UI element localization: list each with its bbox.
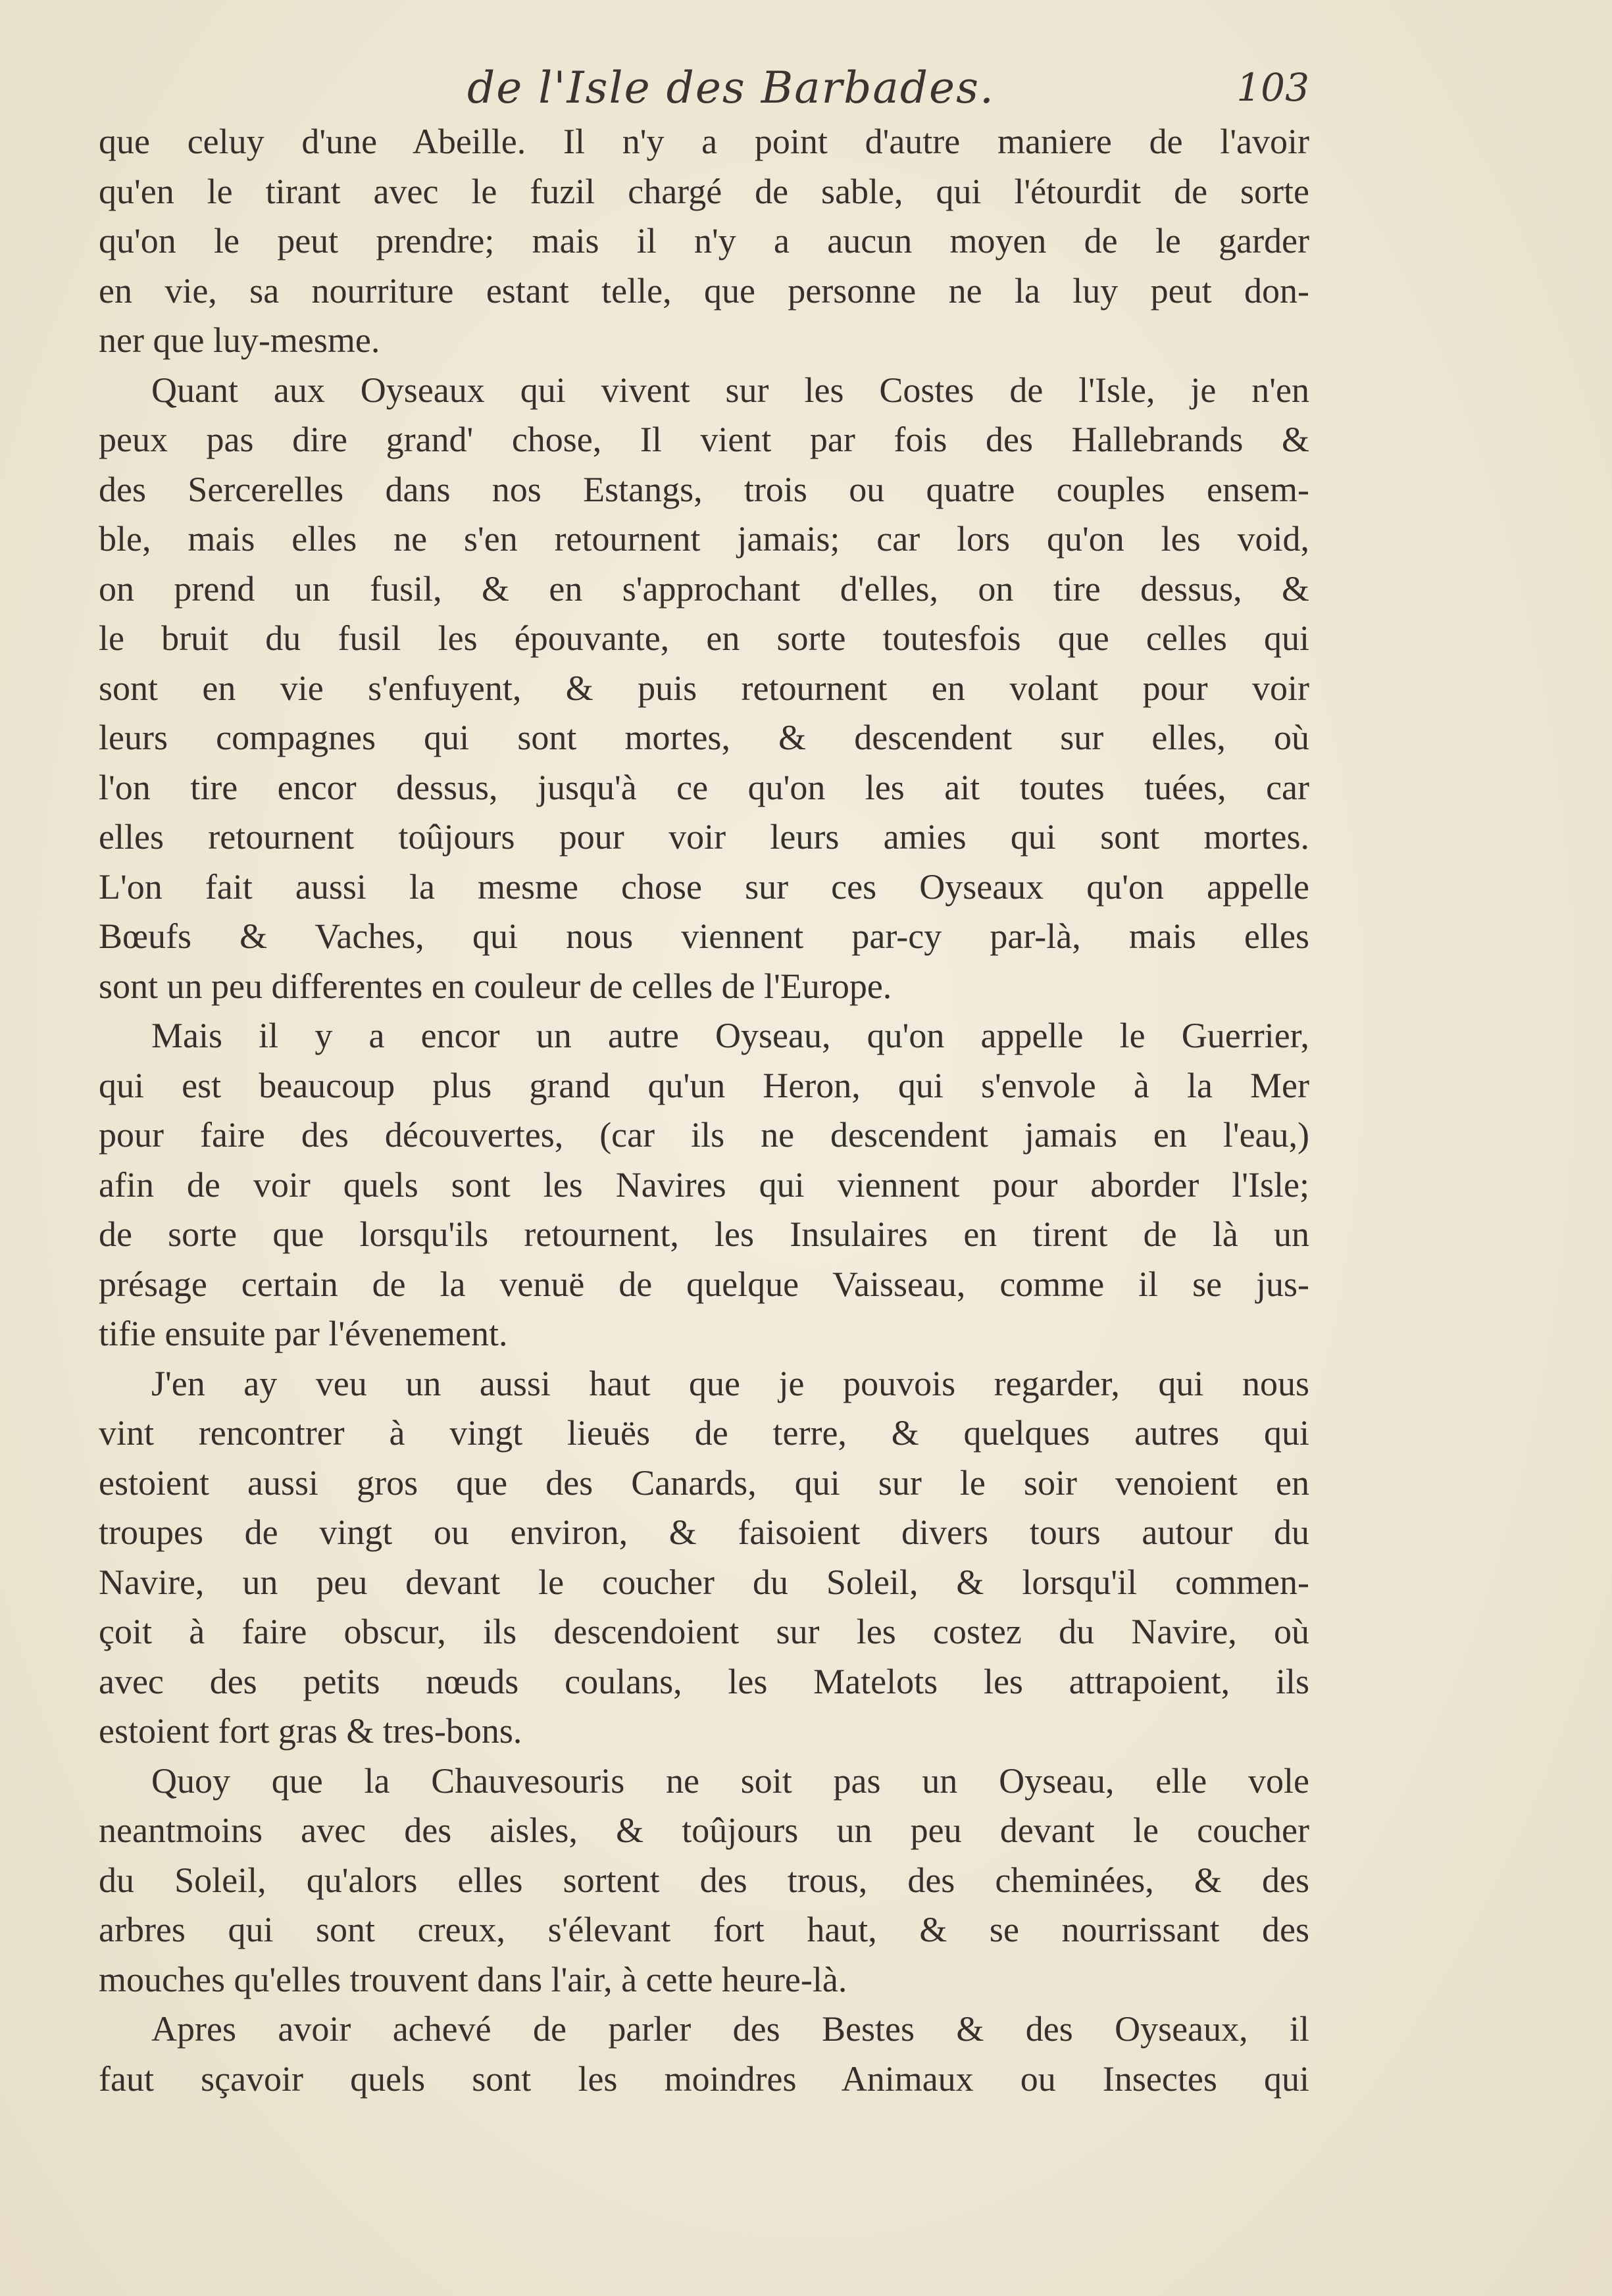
text-line: en vie, sa nourriture estant telle, que personne ne la luy peut don-	[99, 270, 1309, 311]
text-line: afin de voir quels sont les Navires qui viennent pour aborder l'Isle;	[99, 1164, 1309, 1205]
text-line: sont un peu differentes en couleur de celles de l'Europe.	[99, 966, 892, 1006]
paragraph	[99, 1359, 1309, 1757]
running-head: de l'Isle des Barbades.	[467, 62, 995, 113]
page-header	[99, 62, 1309, 115]
text-line: avec des petits nœuds coulans, les Matelots les attrapoient, ils	[99, 1661, 1309, 1701]
text-line: Quoy que la Chauvesouris ne soit pas un Oyseau, elle vole	[151, 1760, 1309, 1801]
text-line: tifie ensuite par l'évenement.	[99, 1314, 508, 1353]
text-line: le bruit du fusil les épouvante, en sorte toutesfois que celles qui	[99, 618, 1309, 658]
text-line: Mais il y a encor un autre Oyseau, qu'on appelle le Guerrier,	[151, 1016, 1309, 1055]
text-line: qu'en le tirant avec le fuzil chargé de sable, qui l'étourdit de sorte	[99, 171, 1309, 211]
text-line: que celuy d'une Abeille. Il n'y a point d'autre maniere de l'avoir	[99, 122, 1309, 161]
text-line: mouches qu'elles trouvent dans l'air, à cette heure-là.	[99, 1959, 847, 1999]
text-line: peux pas dire grand' chose, Il vient par fois des Hallebrands &	[99, 420, 1309, 459]
text-line: estoient fort gras & tres-bons.	[99, 1711, 522, 1751]
text-line: arbres qui sont creux, s'élevant fort haut, & se nourrissant des	[99, 1910, 1309, 1949]
text-line: pour faire des découvertes, (car ils ne descendent jamais en l'eau,)	[99, 1115, 1309, 1155]
text-line: sont en vie s'enfuyent, & puis retournent en volant pour voir	[99, 668, 1309, 708]
body-text	[99, 117, 1309, 2104]
text-line: on prend un fusil, & en s'approchant d'elles, on tire dessus, &	[99, 568, 1309, 609]
text-line: de sorte que lorsqu'ils retournent, les Insulaires en tirent de là un	[99, 1214, 1309, 1254]
text-line: présage certain de la venuë de quelque Vaisseau, comme il se jus-	[99, 1264, 1309, 1304]
paragraph	[99, 366, 1309, 1012]
text-line: du Soleil, qu'alors elles sortent des trous, des cheminées, & des	[99, 1860, 1309, 1900]
text-line: Navire, un peu devant le coucher du Soleil, & lorsqu'il commen-	[99, 1562, 1309, 1602]
text-line: l'on tire encor dessus, jusqu'à ce qu'on les ait toutes tuées, car	[99, 767, 1309, 807]
text-line: Quant aux Oyseaux qui vivent sur les Costes de l'Isle, je n'en	[151, 370, 1309, 410]
paragraph	[99, 2005, 1309, 2104]
text-line: Bœufs & Vaches, qui nous viennent par-cy par-là, mais elles	[99, 916, 1309, 956]
text-line: vint rencontrer à vingt lieuës de terre, & quelques autres qui	[99, 1413, 1309, 1453]
text-line: faut sçavoir quels sont les moindres Animaux ou Insectes qui	[99, 2059, 1309, 2099]
text-line: estoient aussi gros que des Canards, qui sur le soir venoient en	[99, 1462, 1309, 1503]
text-line: Apres avoir achevé de parler des Bestes & des Oyseaux, il	[151, 2009, 1309, 2049]
paragraph	[99, 117, 1309, 366]
text-line: elles retournent toûjours pour voir leurs amies qui sont mortes.	[99, 817, 1309, 857]
text-line: qui est beaucoup plus grand qu'un Heron, qui s'envole à la Mer	[99, 1065, 1309, 1105]
text-line: qu'on le peut prendre; mais il n'y a aucun moyen de le garder	[99, 221, 1309, 261]
text-line: çoit à faire obscur, ils descendoient sur les costez du Navire, où	[99, 1612, 1309, 1651]
text-line: neantmoins avec des aisles, & toûjours un peu devant le coucher	[99, 1810, 1309, 1850]
paragraph	[99, 1011, 1309, 1359]
text-line: ner que luy-mesme.	[99, 320, 380, 360]
page-number: 103	[1236, 65, 1309, 110]
text-line: J'en ay veu un aussi haut que je pouvois regarder, qui nous	[151, 1363, 1309, 1403]
text-line: des Sercerelles dans nos Estangs, trois ou quatre couples ensem-	[99, 469, 1309, 509]
text-line: L'on fait aussi la mesme chose sur ces Oyseaux qu'on appelle	[99, 866, 1309, 907]
paragraph	[99, 1757, 1309, 2005]
text-line: troupes de vingt ou environ, & faisoient divers tours autour du	[99, 1512, 1309, 1552]
text-line: ble, mais elles ne s'en retournent jamais; car lors qu'on les void,	[99, 519, 1309, 559]
text-line: leurs compagnes qui sont mortes, & descendent sur elles, où	[99, 718, 1309, 757]
